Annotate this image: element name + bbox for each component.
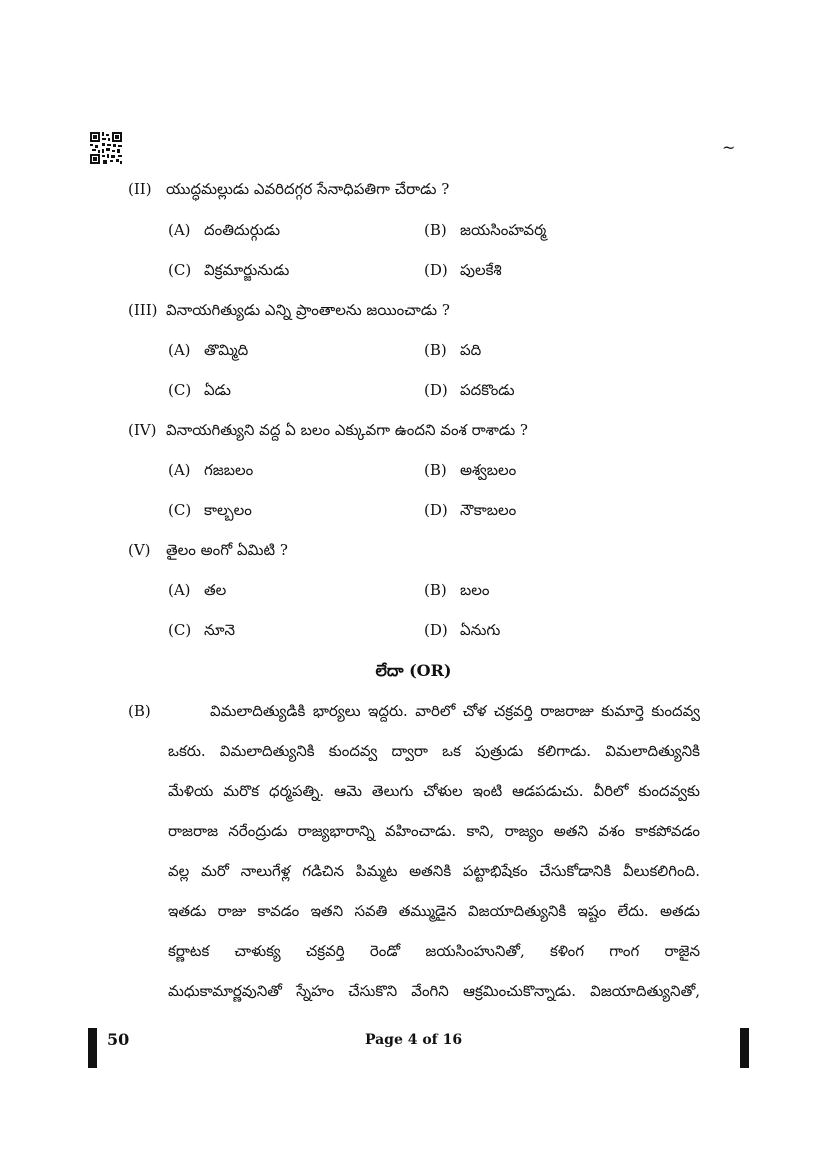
paragraph-line: ఇతడు రాజు కావడం ఇతని సవతి తమ్ముడైన విజయాదిత్యునికి ఇష్టం లేదు. అతడు [168,902,700,920]
paragraph-line: మేళియ మరొక ధర్మపత్ని. ఆమె తెలుగు చోళుల ఇంటి ఆడపడుచు. వీరిలో కుందవ్వకు [168,782,700,800]
option-b: (B) జయసింహవర్మ [424,221,547,239]
option-d: (D) నౌకాబలం [424,501,517,519]
option-d: (D) ఏనుగు [424,621,501,639]
paragraph-line: వల్ల మరో నాలుగేళ్ల గడిచిన పిమ్మట అతనికి పట్టాభిషేకం చేసుకోడానికి వీలుకలిగింది. [168,862,700,880]
option-a: (A) గజబలం [168,461,254,479]
question-5 [128,541,288,563]
qr-code-image [90,132,122,164]
page-indicator: Page 4 of 16 [364,1032,463,1048]
question-text: తైలం అంగో ఏమిటి ? [166,541,288,559]
option-b: (B) బలం [424,581,490,599]
paragraph-line: రాజరాజ నరేంద్రుడు రాజ్యభారాన్ని వహించాడు. కాని, రాజ్యం అతని వశం కాకపోవడం [168,822,700,840]
option-c: (C) నూనె [168,621,236,639]
section-b-label: (B) [128,702,151,720]
or-heading: లేదా (OR) [375,661,452,680]
question-text: వినాయగిత్యుని వద్ద ఏ బలం ఎక్కువగా ఉందని వంశ రాశాడు ? [166,421,528,439]
option-d: (D) పులకేశి [424,261,502,279]
option-b: (B) పది [424,341,482,359]
paragraph-line: మధుకామార్ణవునితో స్నేహం చేసుకొని వేంగిని ఆక్రమించుకొన్నాడు. విజయాదిత్యునితో, [168,982,700,1000]
right-margin-bar [740,1028,749,1068]
question-4 [128,421,528,443]
option-a: (A) తొమ్మిది [168,341,249,359]
question-number: (V) [128,541,151,559]
option-a: (A) దంతిదుర్గుడు [168,221,281,239]
option-d: (D) పదకొండు [424,381,515,399]
corner-mark: ~ [722,138,736,157]
question-number: (II) [128,180,152,198]
option-c: (C) ఏడు [168,381,231,399]
question-text: వినాయగిత్యుడు ఎన్ని ప్రాంతాలను జయించాడు ? [166,301,450,319]
option-b: (B) అశ్వబలం [424,461,517,479]
paragraph-line: ఒకరు. విమలాదిత్యునికి కుందవ్వ ద్వారా ఒక పుత్రుడు కలిగాడు. విమలాదిత్యునికి [168,742,700,760]
question-number: (IV) [128,421,157,439]
option-c: (C) కాల్బలం [168,501,252,519]
paragraph-line: విమలాదిత్యుడికి భార్యలు ఇద్దరు. వారిలో చోళ చక్రవర్తి రాజరాజు కుమార్తె కుందవ్వ [210,702,700,720]
question-text: యుద్ధమల్లుడు ఎవరిదగ్గర సేనాధిపతిగా చేరాడు ? [166,180,450,198]
question-3 [128,301,450,323]
question-number: (III) [128,301,158,319]
paragraph-line: కర్ణాటక చాళుక్య చక్రవర్తి రెండో జయసింహునితో, కళింగ గాంగ రాజైన [168,942,700,960]
option-c: (C) విక్రమార్జునుడు [168,261,290,279]
option-a: (A) తల [168,581,227,599]
exam-code: 50 [107,1030,130,1049]
question-2 [128,180,449,202]
